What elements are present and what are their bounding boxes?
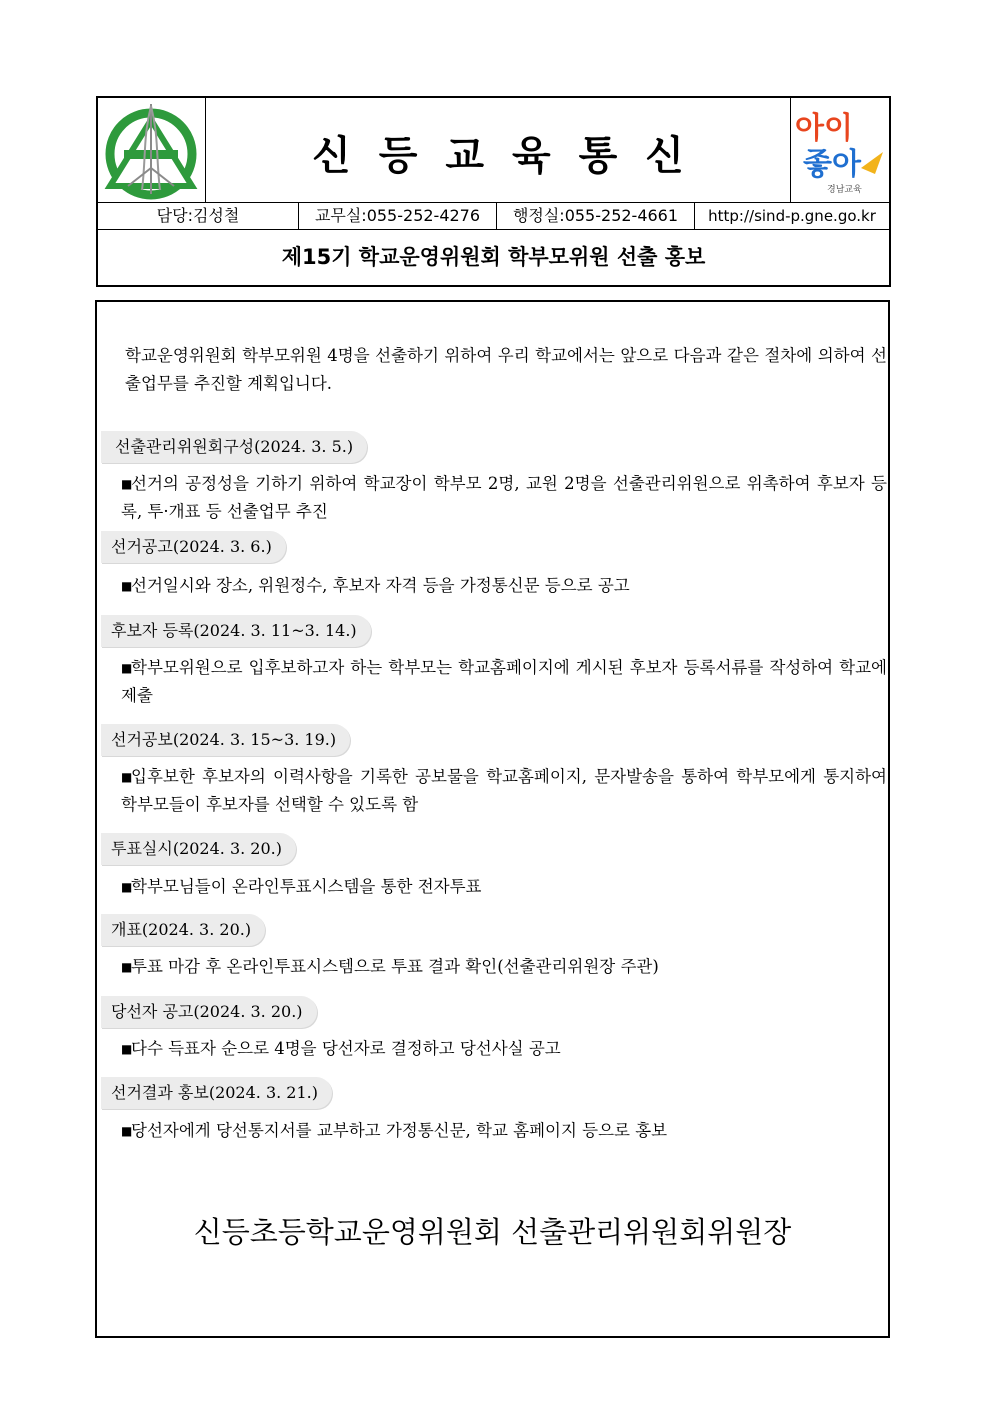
school-website-link[interactable]: http://sind-p.gne.go.kr [694,203,889,229]
step-text-winner-notice [121,1035,887,1063]
step-title-committee: 선출관리위원회구성(2024. 3. 5.) [101,431,367,463]
step-text: 선거의 공정성을 기하기 위하여 학교장이 학부모 2명, 교원 2명을 선출관리위원으로 위촉하여 후보자 등록, 투·개표 등 선출업무 추진 [121,474,887,521]
title-cell [206,98,790,202]
bullet-square-icon: ■ [121,1042,133,1056]
svg-text:아이: 아이 [795,111,853,146]
bullet-square-icon: ■ [121,1124,133,1138]
intro-paragraph: 학교운영위원회 학부모위원 4명을 선출하기 위하여 우리 학교에서는 앞으로 다음과 같은 절차에 의하여 선출업무를 추진할 계획입니다. [125,346,887,393]
step-title-registration: 후보자 등록(2024. 3. 11~3. 14.) [101,615,371,647]
step-text: 선거일시와 장소, 위원정수, 후보자 자격 등을 가정통신문 등으로 공고 [131,576,630,595]
gyeongnam-education-logo-icon [791,98,888,200]
bullet-square-icon: ■ [121,960,133,974]
step-title-result-promotion: 선거결과 홍보(2024. 3. 21.) [101,1077,332,1109]
step-title-winner-notice: 당선자 공고(2024. 3. 20.) [101,996,317,1028]
step-text: 투표 마감 후 온라인투표시스템으로 투표 결과 확인(선출관리위원장 주관) [131,957,659,976]
step-title-announcement: 선거공고(2024. 3. 6.) [101,531,286,563]
svg-text:경남교육: 경남교육 [827,185,862,195]
contact-admin-phone: 행정실:055-252-4661 [496,203,694,229]
step-title-voting: 투표실시(2024. 3. 20.) [101,833,296,865]
school-emblem-icon [98,98,204,200]
education-badge [790,98,889,202]
notice-subject: 제15기 학교운영위원회 학부모위원 선출 홍보 [281,245,706,269]
bullet-square-icon: ■ [121,770,133,784]
step-title-counting: 개표(2024. 3. 20.) [101,914,265,946]
notice-body [95,300,890,1338]
step-title-bulletin: 선거공보(2024. 3. 15~3. 19.) [101,724,350,756]
bullet-square-icon: ■ [121,477,133,491]
step-text-announcement [121,572,887,600]
step-text: 학부모위원으로 입후보하고자 하는 학부모는 학교홈페이지에 게시된 후보자 등록서류를 작성하여 학교에 제출 [121,658,887,705]
step-text-bulletin [121,763,887,819]
school-logo [98,98,206,202]
step-text-committee [121,470,887,526]
contact-manager: 담당:김성철 [156,206,240,225]
bullet-square-icon: ■ [121,579,133,593]
step-text: 학부모님들이 온라인투표시스템을 통한 전자투표 [131,877,482,896]
step-text-result-promotion [121,1117,887,1145]
svg-text:좋아: 좋아 [803,147,861,182]
signature-line: 신등초등학교운영위원회 선출관리위원회위원장 [193,1215,792,1249]
step-text-counting [121,953,887,981]
bullet-square-icon: ■ [121,880,133,894]
step-text: 입후보한 후보자의 이력사항을 기록한 공보물을 학교홈페이지, 문자발송을 통하여 학부모에게 통지하여 학부모들이 후보자를 선택할 수 있도록 함 [121,767,887,814]
step-text-registration [121,654,887,710]
bullet-square-icon: ■ [121,661,133,675]
step-text-voting [121,873,887,901]
newsletter-header [96,96,891,287]
contact-row [98,202,889,230]
step-text: 다수 득표자 순으로 4명을 당선자로 결정하고 당선사실 공고 [131,1039,561,1058]
step-text: 당선자에게 당선통지서를 교부하고 가정통신문, 학교 홈페이지 등으로 홍보 [131,1121,668,1140]
contact-office-phone: 교무실:055-252-4276 [298,203,496,229]
newsletter-title: 신등교육통신 [312,133,712,179]
